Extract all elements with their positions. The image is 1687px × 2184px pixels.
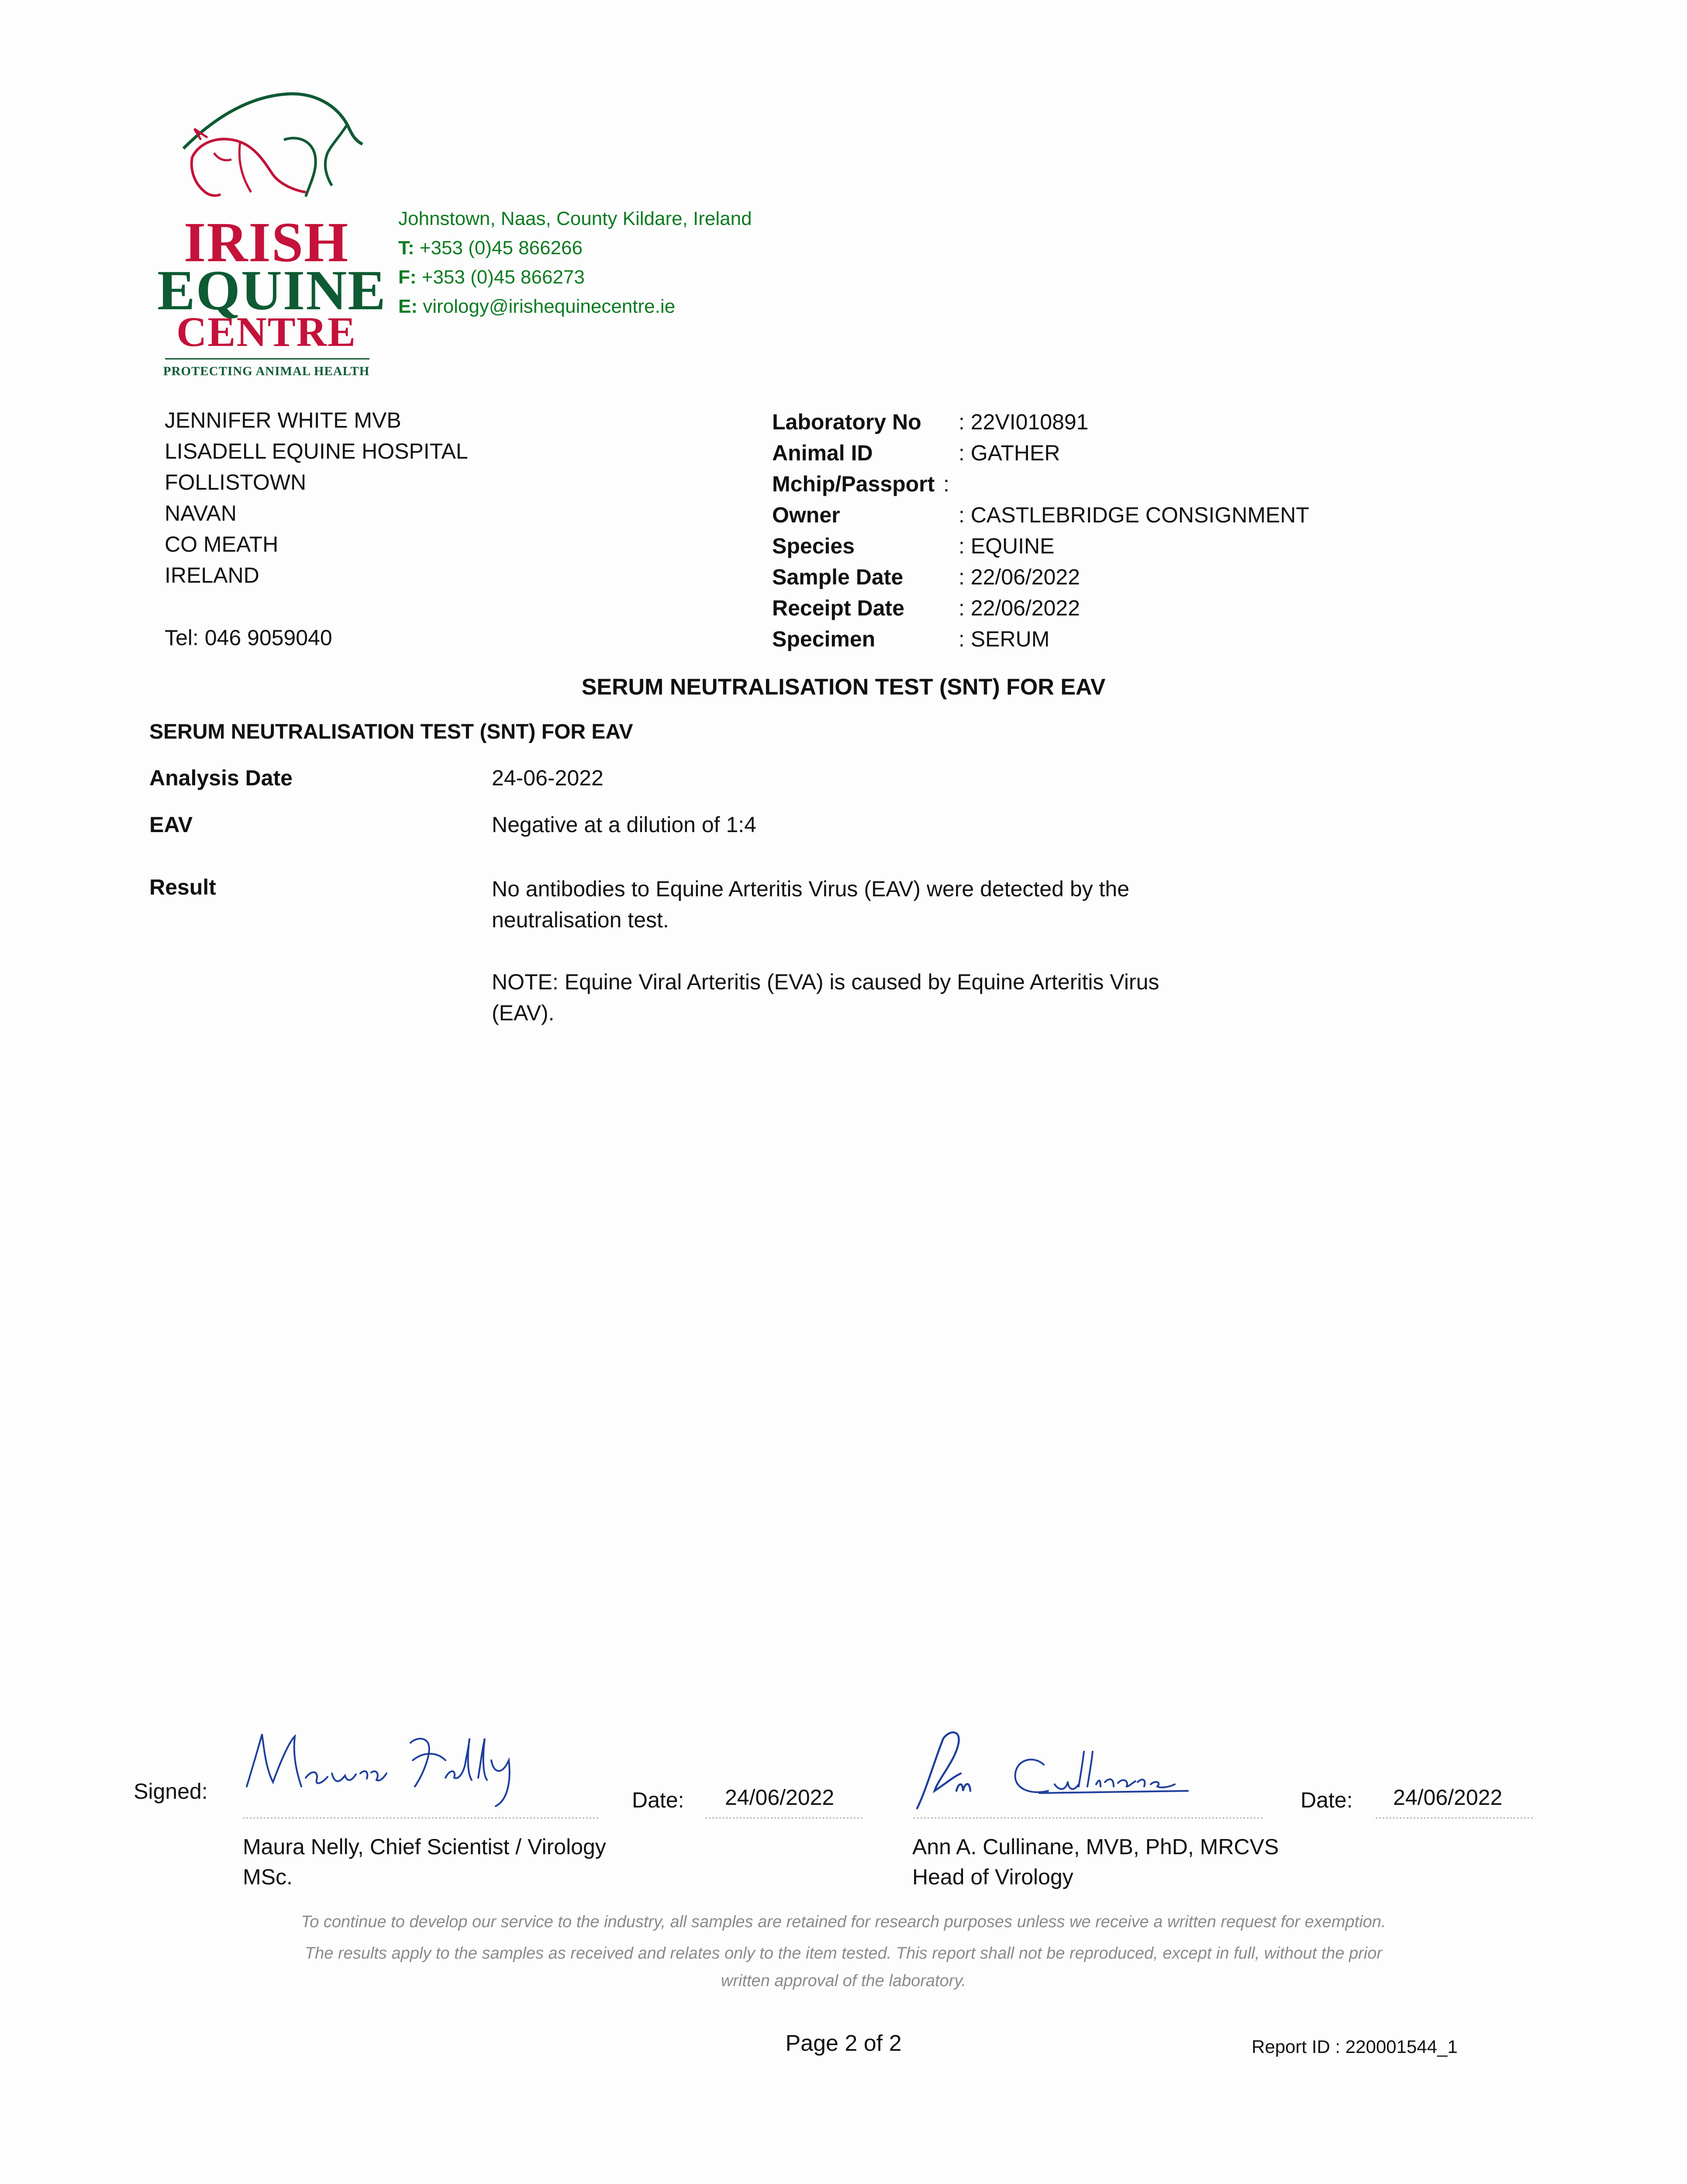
contact-address: Johnstown, Naas, County Kildare, Ireland <box>398 208 752 229</box>
logo-divider <box>165 358 369 359</box>
note-text-line: (EAV). <box>492 1001 555 1025</box>
page-number: Page 2 of 2 <box>785 2031 902 2056</box>
lab-info-value: : EQUINE <box>959 534 1055 558</box>
lab-info-label: Receipt Date <box>772 596 904 620</box>
irish-equine-centre-logo <box>157 87 386 384</box>
recipient-line: LISADELL EQUINE HOSPITAL <box>165 439 468 463</box>
lab-info-value: : SERUM <box>959 627 1050 651</box>
eav-label: EAV <box>149 812 193 837</box>
footer-disclaimer-line: The results apply to the samples as received and relates only to the item tested. This report shall not be reproduced, except in full, without the prior <box>304 1944 1383 1963</box>
recipient-line: NAVAN <box>165 501 237 525</box>
logo-word-irish: IRISH <box>183 211 349 274</box>
contact-fax-row <box>398 263 752 292</box>
phone-number: +353 (0)45 866266 <box>419 237 583 259</box>
date-value-right: 24/06/2022 <box>1393 1785 1503 1810</box>
lab-info-label: Sample Date <box>772 565 904 589</box>
recipient-line: JENNIFER WHITE MVB <box>165 408 401 432</box>
logo-word-equine: EQUINE <box>157 259 386 322</box>
signature-ann-cullinane <box>908 1725 1223 1817</box>
lab-info-value: : <box>943 472 949 496</box>
report-section-title: SERUM NEUTRALISATION TEST (SNT) FOR EAV <box>149 720 633 743</box>
signature-line-right <box>914 1817 1263 1819</box>
report-main-title: SERUM NEUTRALISATION TEST (SNT) FOR EAV <box>581 674 1106 700</box>
email-label: E: <box>398 296 417 317</box>
date-value-left: 24/06/2022 <box>725 1785 835 1810</box>
analysis-date-label: Analysis Date <box>149 766 293 790</box>
lab-info-value: : 22/06/2022 <box>959 565 1080 589</box>
lab-info-label: Animal ID <box>772 441 873 465</box>
signatory-left-title: MSc. <box>243 1865 293 1889</box>
recipient-line: IRELAND <box>165 563 259 587</box>
lab-info-value: : GATHER <box>959 441 1060 465</box>
date-line-right <box>1376 1817 1533 1819</box>
lab-info-label: Owner <box>772 503 840 527</box>
lab-info-label: Mchip/Passport <box>772 472 935 496</box>
contact-phone-row <box>398 233 752 263</box>
result-label: Result <box>149 875 216 899</box>
recipient-line: FOLLISTOWN <box>165 470 307 494</box>
lab-info-value: : 22VI010891 <box>959 410 1089 434</box>
horse-head-emblem-icon <box>175 87 367 210</box>
signature-line-left <box>243 1817 599 1819</box>
date-line-left <box>705 1817 862 1819</box>
result-text-line: neutralisation test. <box>492 908 669 932</box>
note-text-line: NOTE: Equine Viral Arteritis (EVA) is caused by Equine Arteritis Virus <box>492 970 1159 994</box>
result-text-line: No antibodies to Equine Arteritis Virus (EAV) were detected by the <box>492 877 1130 901</box>
report-id: Report ID : 220001544_1 <box>1252 2036 1458 2057</box>
signatory-right-title: Head of Virology <box>912 1865 1073 1889</box>
signature-maura-nelly <box>240 1725 546 1813</box>
date-label-right: Date: <box>1301 1788 1353 1812</box>
email-address: virology@irishequinecentre.ie <box>423 296 676 317</box>
footer-disclaimer-line: To continue to develop our service to the industry, all samples are retained for research purposes unless we receive a written request for exemption. <box>301 1913 1386 1931</box>
logo-word-centre: CENTRE <box>176 308 357 355</box>
fax-number: +353 (0)45 866273 <box>421 266 585 288</box>
eav-value: Negative at a dilution of 1:4 <box>492 812 756 837</box>
recipient-tel: Tel: 046 9059040 <box>165 625 332 650</box>
contact-email-row <box>398 292 752 321</box>
signatory-left-name: Maura Nelly, Chief Scientist / Virology <box>243 1835 606 1859</box>
recipient-line: CO MEATH <box>165 532 279 556</box>
lab-info-label: Specimen <box>772 627 876 651</box>
signatory-right-name: Ann A. Cullinane, MVB, PhD, MRCVS <box>912 1835 1279 1859</box>
lab-info-value: : 22/06/2022 <box>959 596 1080 620</box>
lab-info-value: : CASTLEBRIDGE CONSIGNMENT <box>959 503 1309 527</box>
fax-label: F: <box>398 266 417 288</box>
analysis-date-value: 24-06-2022 <box>492 766 604 790</box>
footer-disclaimer-line: written approval of the laboratory. <box>721 1972 966 1990</box>
contact-block <box>398 204 752 321</box>
lab-info-label: Laboratory No <box>772 410 921 434</box>
logo-tagline: PROTECTING ANIMAL HEALTH <box>163 364 370 378</box>
date-label-left: Date: <box>632 1788 684 1812</box>
phone-label: T: <box>398 237 414 259</box>
lab-info-label: Species <box>772 534 855 558</box>
signed-label: Signed: <box>134 1779 208 1804</box>
